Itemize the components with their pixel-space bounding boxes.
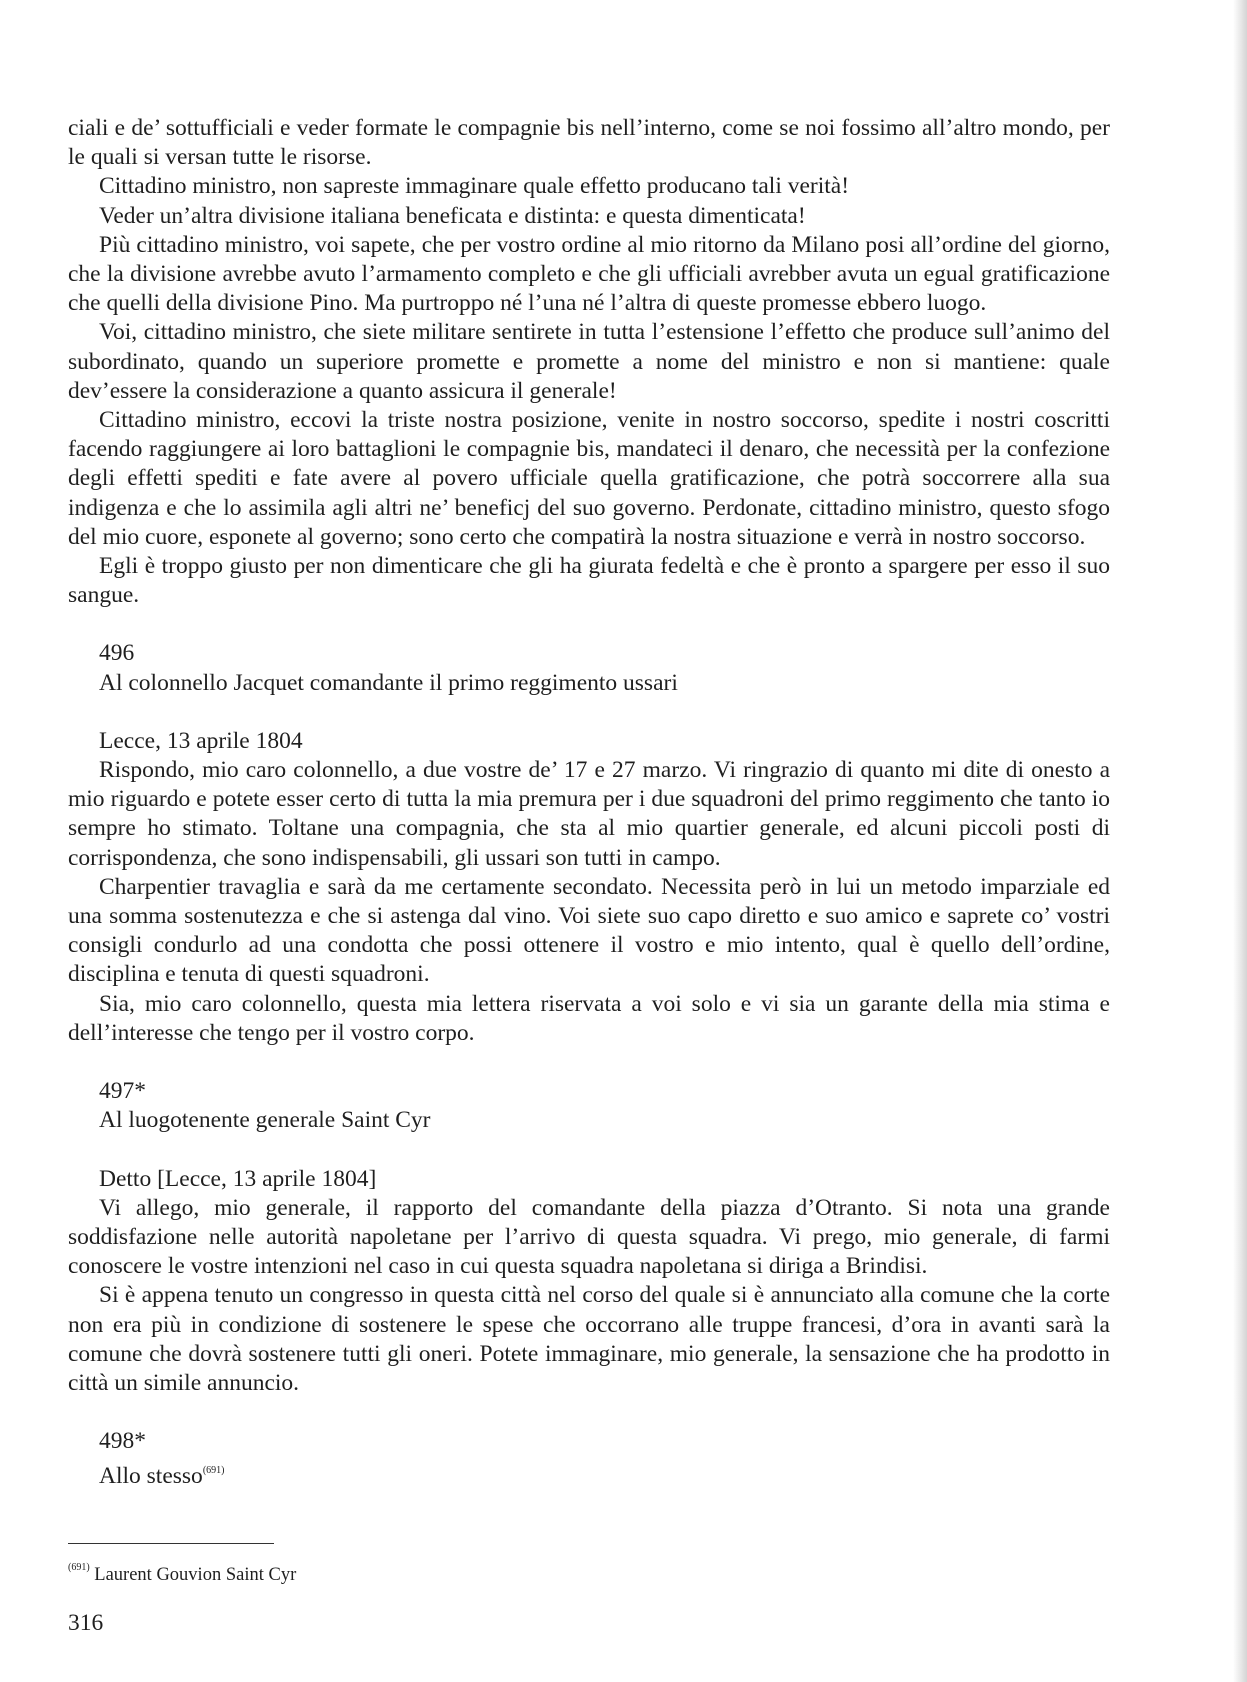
paragraph: Egli è troppo giusto per non dimenticare che gli ha giurata fedeltà e che è pronto a spargere per esso il suo sangue.	[68, 553, 1110, 609]
letter-number: 496	[99, 640, 135, 667]
page-number: 316	[68, 1610, 104, 1636]
footnote-divider	[68, 1543, 274, 1544]
footnote	[68, 1556, 296, 1587]
paragraph: Cittadino ministro, eccovi la triste nostra posizione, venite in nostro soccorso, spedite i nostri coscritti facendo raggiungere ai loro battaglioni le compagnie bis, mandateci il denaro, che necessità per la confezione degli effetti spediti e fate avere al povero ufficiale quella gratificazione, che potrà soccorrere alla sua indigenza e che lo assimila agli altri ne’ beneficj del suo governo. Perdonate, cittadino ministro, questo sfogo del mio cuore, esponete al governo; sono certo che compatirà la nostra situazione e verrà in nostro soccorso.	[68, 407, 1110, 550]
letter-dateline: Lecce, 13 aprile 1804	[99, 727, 303, 754]
letter-number: 498*	[99, 1428, 146, 1455]
letter-recipient: Allo stesso	[99, 1463, 203, 1490]
paragraph: Charpentier travaglia e sarà da me certamente secondato. Necessita però in lui un metodo imparziale ed una somma sostenutezza e che si astenga dal vino. Voi siete suo capo diretto e suo amico e saprete co’ vostri consigli condurlo ad una condotta che possi ottenere il vostro e mio intento, qual è quello dell’ordine, disciplina e tenuta di questi squadroni.	[68, 873, 1110, 988]
paragraph: Veder un’altra divisione italiana beneficata e distinta: e questa dimenticata!	[99, 202, 806, 229]
footnote-reference: (691)	[202, 1465, 225, 1477]
paragraph: Voi, cittadino ministro, che siete militare sentirete in tutta l’estensione l’effetto che produce sull’animo del subordinato, quando un superiore promette e promette a nome del ministro e non si mantiene: quale dev’essere la considerazione a quanto assicura il generale!	[68, 319, 1110, 404]
page-body	[68, 114, 1110, 1492]
letter-recipient: Al colonnello Jacquet comandante il primo reggimento ussari	[99, 669, 678, 696]
footnote-marker: (691)	[68, 1562, 90, 1573]
letter-recipient-line	[68, 1456, 1110, 1491]
letter-dateline: Detto [Lecce, 13 aprile 1804]	[99, 1165, 377, 1192]
paragraph: Più cittadino ministro, voi sapete, che per vostro ordine al mio ritorno da Milano posi all’ordine del giorno, che la divisione avrebbe avuto l’armamento completo e che gli ufficiali avrebber avuta un egual gratificazione che quelli della divisione Pino. Ma purtroppo né l’una né l’altra di queste promesse ebbero luogo.	[68, 231, 1110, 317]
letter-number: 497*	[99, 1078, 146, 1105]
paragraph: Rispondo, mio caro colonnello, a due vostre de’ 17 e 27 marzo. Vi ringrazio di quanto mi dite di onesto a mio riguardo e potete esser certo di tutta la mia premura per i due squadroni del primo reggimento che tanto io sempre ho stimato. Toltane una compagnia, che sta al mio quartier generale, ed alcuni piccoli posti di corrispondenza, che sono indispensabili, gli ussari son tutti in campo.	[68, 757, 1110, 871]
paragraph: Sia, mio caro colonnello, questa mia lettera riservata a voi solo e vi sia un garante della mia stima e dell’interesse che tengo per il vostro corpo.	[68, 990, 1110, 1046]
letter-recipient: Al luogotenente generale Saint Cyr	[99, 1107, 431, 1134]
footnote-text: Laurent Gouvion Saint Cyr	[94, 1565, 297, 1585]
paragraph: Cittadino ministro, non sapreste immaginare quale effetto producano tali verità!	[99, 173, 850, 200]
paragraph-continuation: ciali e de’ sottufficiali e veder formate le compagnie bis nell’interno, come se noi fossimo all’altro mondo, per le quali si versan tutte le risorse.	[68, 115, 1110, 171]
paragraph: Vi allego, mio generale, il rapporto del comandante della piazza d’Otranto. Si nota una grande soddisfazione nelle autorità napoletane per l’arrivo di questa squadra. Vi prego, mio generale, di farmi conoscere le vostre intenzioni nel caso in cui questa squadra napoletana si diriga a Brindisi.	[68, 1194, 1110, 1280]
paragraph: Si è appena tenuto un congresso in questa città nel corso del quale si è annunciato alla comune che la corte non era più in condizione di sostenere le spese che occorrano alle truppe francesi, d’ora in avanti sarà la comune che dovrà sostenere tutti gli oneri. Potete immaginare, mio generale, la sensazione che ha prodotto in città un simile annuncio.	[68, 1282, 1110, 1396]
page-edge-shadow	[1233, 0, 1247, 1682]
